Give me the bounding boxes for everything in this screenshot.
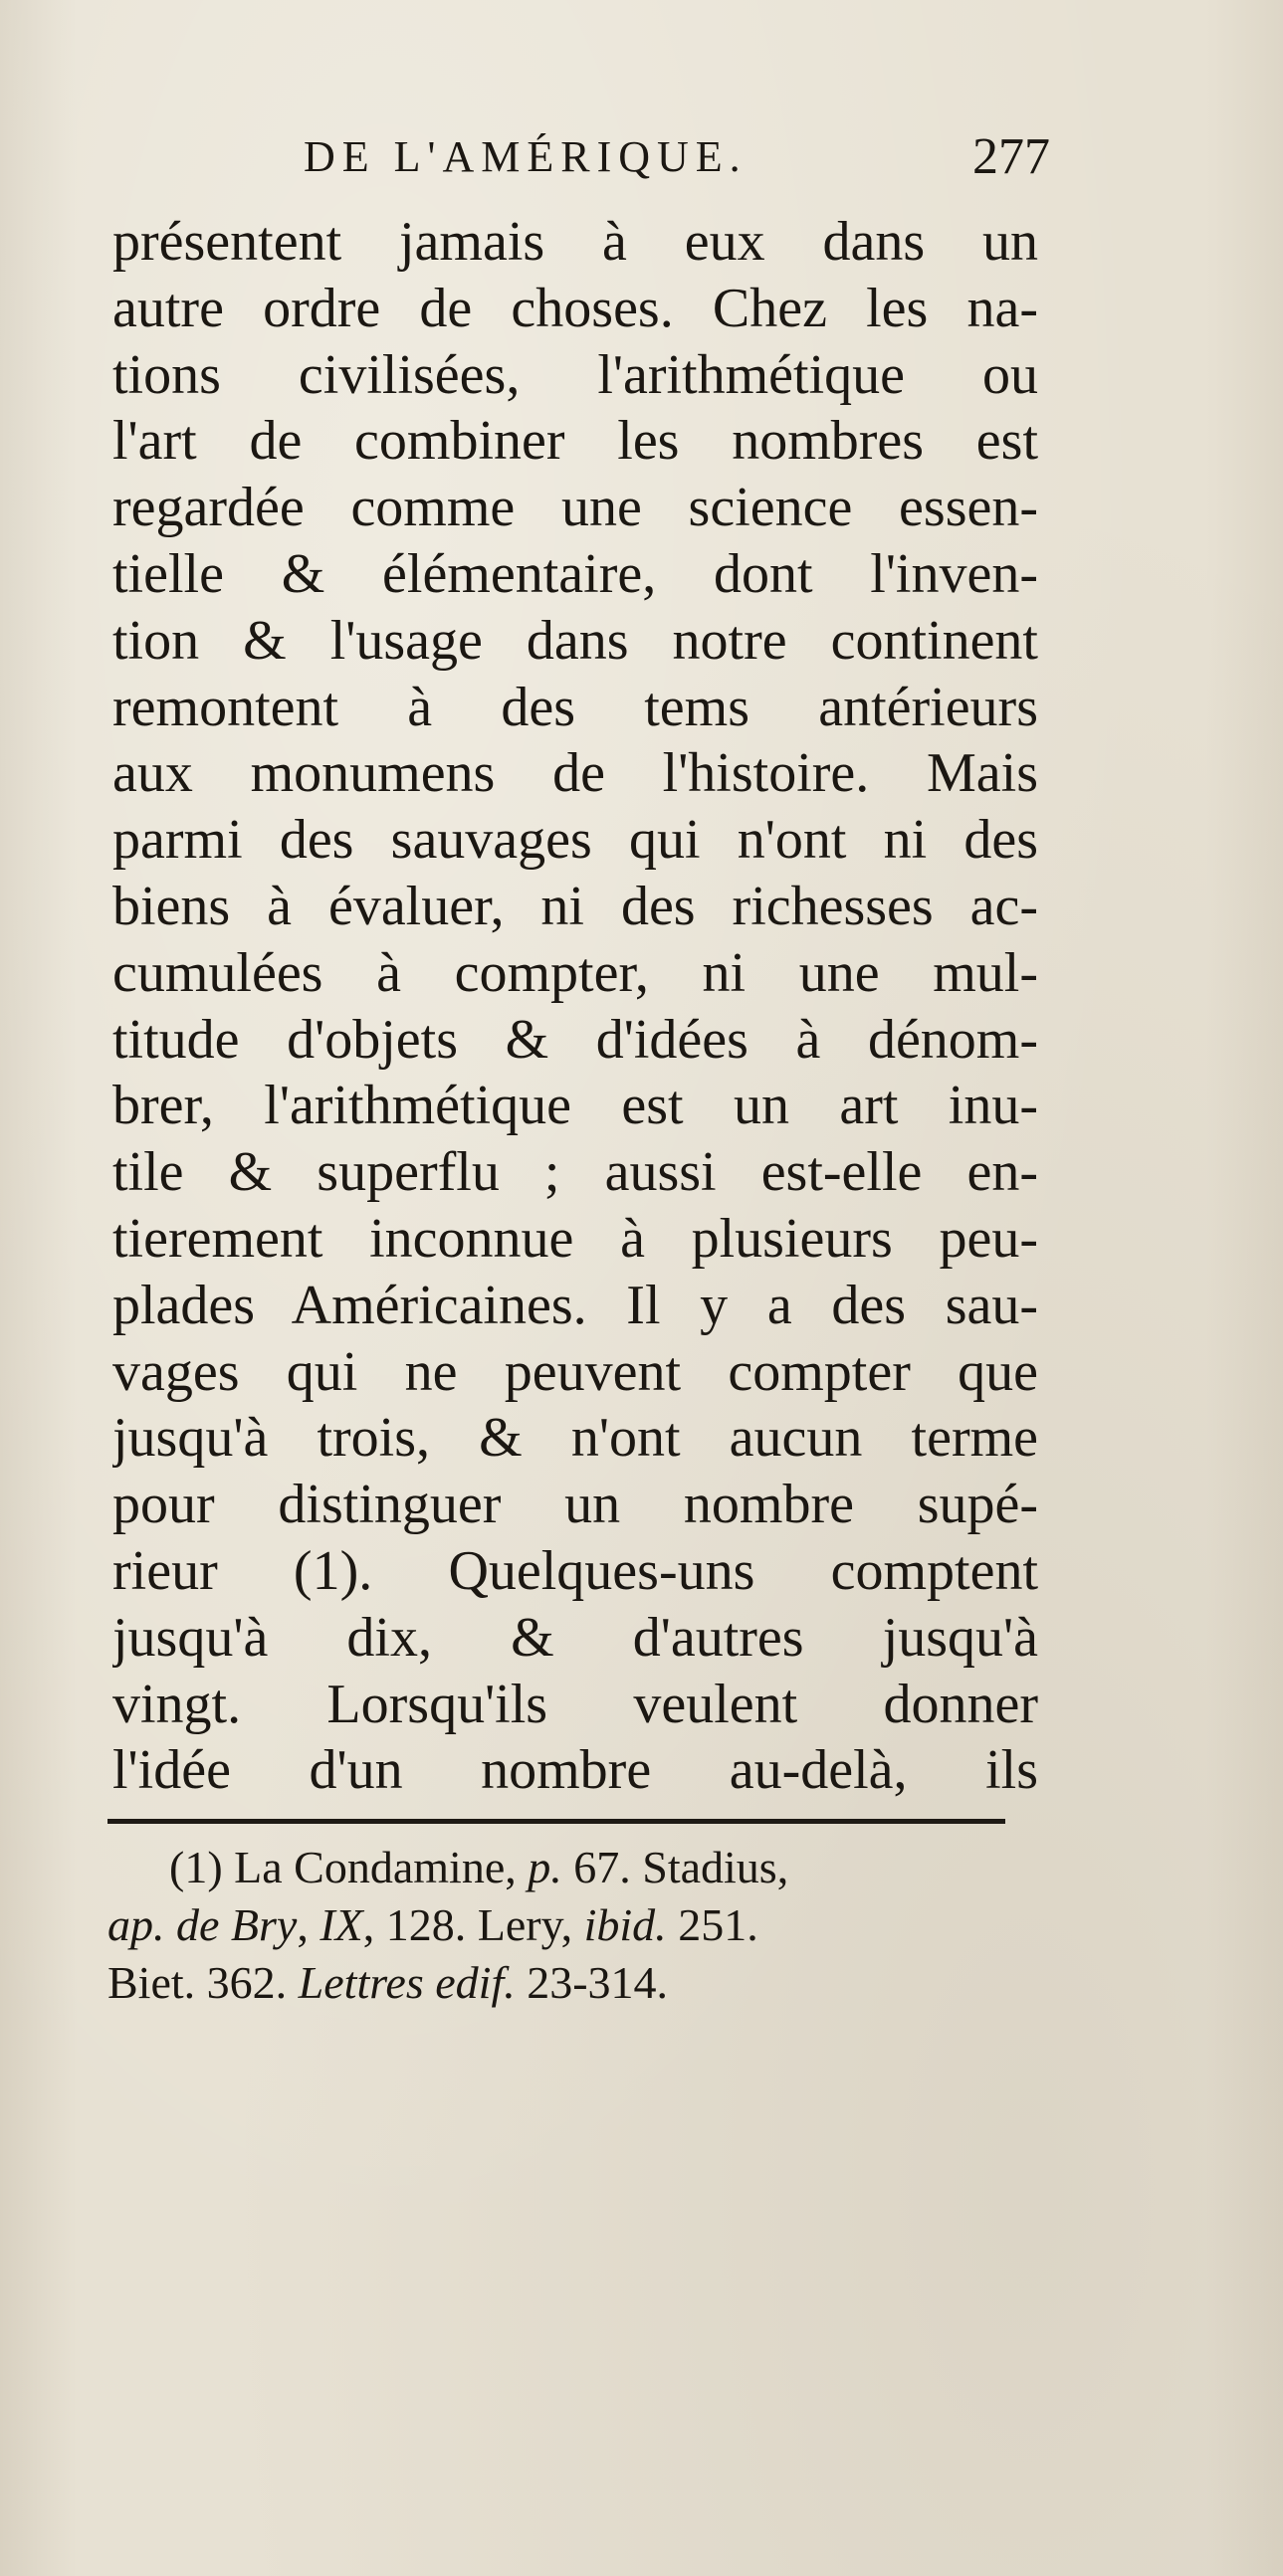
text-line: tile & superflu ; aussi est-elle en- xyxy=(112,1141,1038,1204)
footnote-text: 251. xyxy=(666,1899,758,1950)
page-number: 277 xyxy=(972,128,1050,185)
body-text xyxy=(112,209,1038,1804)
text-line: tielle & élémentaire, dont l'inven- xyxy=(112,542,1038,605)
footnote-rule xyxy=(107,1819,1005,1824)
text-line: vages qui ne peuvent compter que xyxy=(112,1340,1038,1403)
footnote-text: La Condamine, xyxy=(234,1842,529,1892)
footnote-text: 67. Stadius, xyxy=(561,1842,789,1892)
text-line: cumulées à compter, ni une mul- xyxy=(112,941,1038,1004)
footnote-text: 23-314. xyxy=(515,1957,669,2008)
text-line: pour distinguer un nombre supé- xyxy=(112,1474,1038,1536)
footnote-line xyxy=(107,1839,1043,1896)
text-line: plades Américaines. Il y a des sau- xyxy=(112,1274,1038,1336)
text-line: remontent à des tems antérieurs xyxy=(112,676,1038,738)
footnote-text: Biet. 362. xyxy=(107,1957,299,2008)
footnote-text: p. xyxy=(528,1842,562,1892)
text-line: présentent jamais à eux dans un xyxy=(112,211,1038,273)
footnote-text: ibid. xyxy=(583,1899,667,1950)
text-line: l'art de combiner les nombres est xyxy=(112,410,1038,473)
text-line: tions civilisées, l'arithmétique ou xyxy=(112,343,1038,406)
text-line: biens à évaluer, ni des richesses ac- xyxy=(112,875,1038,937)
running-head xyxy=(304,127,1060,187)
text-line: vingt. Lorsqu'ils veulent donner xyxy=(112,1673,1038,1735)
footnote-text: Lettres edif. xyxy=(298,1957,516,2008)
text-line: parmi des sauvages qui n'ont ni des xyxy=(112,809,1038,872)
text-line: jusqu'à dix, & d'autres jusqu'à xyxy=(112,1606,1038,1669)
footnote-marker: (1) xyxy=(169,1842,223,1892)
footnote-line xyxy=(107,1896,1043,1954)
footnote xyxy=(107,1839,1043,2012)
footnote-text: ap. de Bry xyxy=(107,1899,298,1950)
text-line: titude d'objets & d'idées à dénom- xyxy=(112,1008,1038,1071)
text-line: jusqu'à trois, & n'ont aucun terme xyxy=(112,1407,1038,1470)
footnote-text: , 128. Lery, xyxy=(362,1899,584,1950)
text-line: rieur (1). Quelques-uns comptent xyxy=(112,1539,1038,1602)
text-line: aux monumens de l'histoire. Mais xyxy=(112,742,1038,805)
text-line: brer, l'arithmétique est un art inu- xyxy=(112,1075,1038,1137)
text-line: tierement inconnue à plusieurs peu- xyxy=(112,1207,1038,1270)
footnote-text: IX xyxy=(320,1899,363,1950)
footnote-line xyxy=(107,1954,1043,2012)
footnote-text: , xyxy=(297,1899,321,1950)
text-line: autre ordre de choses. Chez les na- xyxy=(112,277,1038,339)
text-line: l'idée d'un nombre au-delà, ils xyxy=(112,1739,1038,1802)
text-line: tion & l'usage dans notre continent xyxy=(112,609,1038,672)
text-line: regardée comme une science essen- xyxy=(112,477,1038,539)
running-title: DE L'AMÉRIQUE. xyxy=(304,132,748,181)
